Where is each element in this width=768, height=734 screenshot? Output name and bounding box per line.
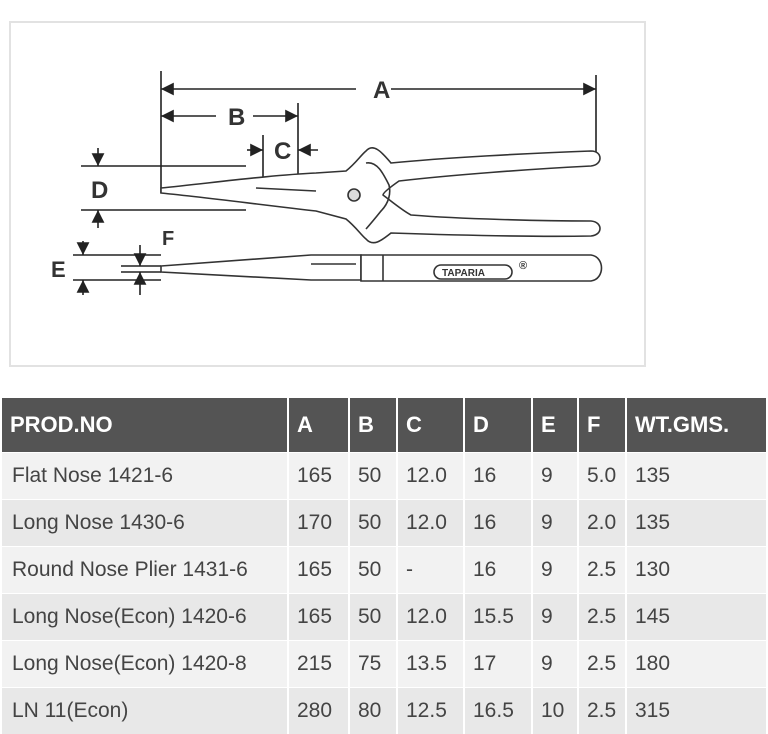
cell-d: 16 (464, 547, 532, 594)
cell-c: 12.5 (397, 688, 464, 734)
cell-c: - (397, 547, 464, 594)
header-weight: WT.GMS. (626, 398, 766, 453)
cell-a: 170 (288, 500, 349, 547)
cell-a: 165 (288, 453, 349, 500)
cell-prod-no: Long Nose(Econ) 1420-6 (2, 594, 288, 641)
plier-top-view (161, 148, 600, 243)
header-a: A (288, 398, 349, 453)
cell-d: 16 (464, 500, 532, 547)
cell-prod-no: LN 11(Econ) (2, 688, 288, 734)
header-b: B (349, 398, 397, 453)
label-d: D (91, 177, 108, 204)
cell-a: 165 (288, 547, 349, 594)
cell-d: 15.5 (464, 594, 532, 641)
cell-b: 80 (349, 688, 397, 734)
plier-outline (161, 148, 600, 243)
cell-c: 12.0 (397, 453, 464, 500)
plier-diagram (9, 21, 646, 367)
cell-b: 50 (349, 547, 397, 594)
table-row (2, 547, 766, 594)
table-header-row (2, 398, 766, 453)
cell-b: 50 (349, 594, 397, 641)
plier-side-view (161, 255, 602, 281)
cell-b: 50 (349, 453, 397, 500)
cell-e: 10 (532, 688, 578, 734)
cell-f: 2.5 (578, 594, 626, 641)
spec-table (2, 398, 766, 734)
header-f: F (578, 398, 626, 453)
table-row (2, 641, 766, 688)
cell-prod-no: Flat Nose 1421-6 (2, 453, 288, 500)
cell-a: 280 (288, 688, 349, 734)
header-e: E (532, 398, 578, 453)
cell-weight: 130 (626, 547, 766, 594)
registered-mark: ® (519, 260, 527, 272)
header-c: C (397, 398, 464, 453)
cell-a: 165 (288, 594, 349, 641)
cell-weight: 315 (626, 688, 766, 734)
cell-e: 9 (532, 500, 578, 547)
cell-f: 2.5 (578, 547, 626, 594)
cell-f: 2.0 (578, 500, 626, 547)
plier-pivot (348, 189, 360, 201)
cell-weight: 180 (626, 641, 766, 688)
cell-weight: 135 (626, 500, 766, 547)
cell-f: 2.5 (578, 641, 626, 688)
cell-prod-no: Long Nose(Econ) 1420-8 (2, 641, 288, 688)
plier-drawing (11, 23, 648, 369)
table-row (2, 453, 766, 500)
table-row (2, 688, 766, 734)
label-e: E (51, 257, 66, 282)
cell-d: 17 (464, 641, 532, 688)
cell-d: 16.5 (464, 688, 532, 734)
cell-e: 9 (532, 453, 578, 500)
label-f: F (162, 228, 174, 250)
header-d: D (464, 398, 532, 453)
cell-f: 2.5 (578, 688, 626, 734)
cell-c: 12.0 (397, 594, 464, 641)
cell-prod-no: Round Nose Plier 1431-6 (2, 547, 288, 594)
cell-e: 9 (532, 594, 578, 641)
cell-f: 5.0 (578, 453, 626, 500)
label-c: C (274, 138, 291, 165)
label-a: A (373, 77, 390, 104)
header-prod-no: PROD.NO (2, 398, 288, 453)
cell-e: 9 (532, 641, 578, 688)
table-row (2, 594, 766, 641)
cell-b: 75 (349, 641, 397, 688)
cell-weight: 135 (626, 453, 766, 500)
label-b: B (228, 104, 245, 131)
table-row (2, 500, 766, 547)
brand-name: TAPARIA (442, 268, 485, 279)
cell-prod-no: Long Nose 1430-6 (2, 500, 288, 547)
cell-weight: 145 (626, 594, 766, 641)
cell-d: 16 (464, 453, 532, 500)
cell-c: 13.5 (397, 641, 464, 688)
cell-c: 12.0 (397, 500, 464, 547)
cell-b: 50 (349, 500, 397, 547)
cell-a: 215 (288, 641, 349, 688)
cell-e: 9 (532, 547, 578, 594)
jaw-side (161, 255, 361, 280)
